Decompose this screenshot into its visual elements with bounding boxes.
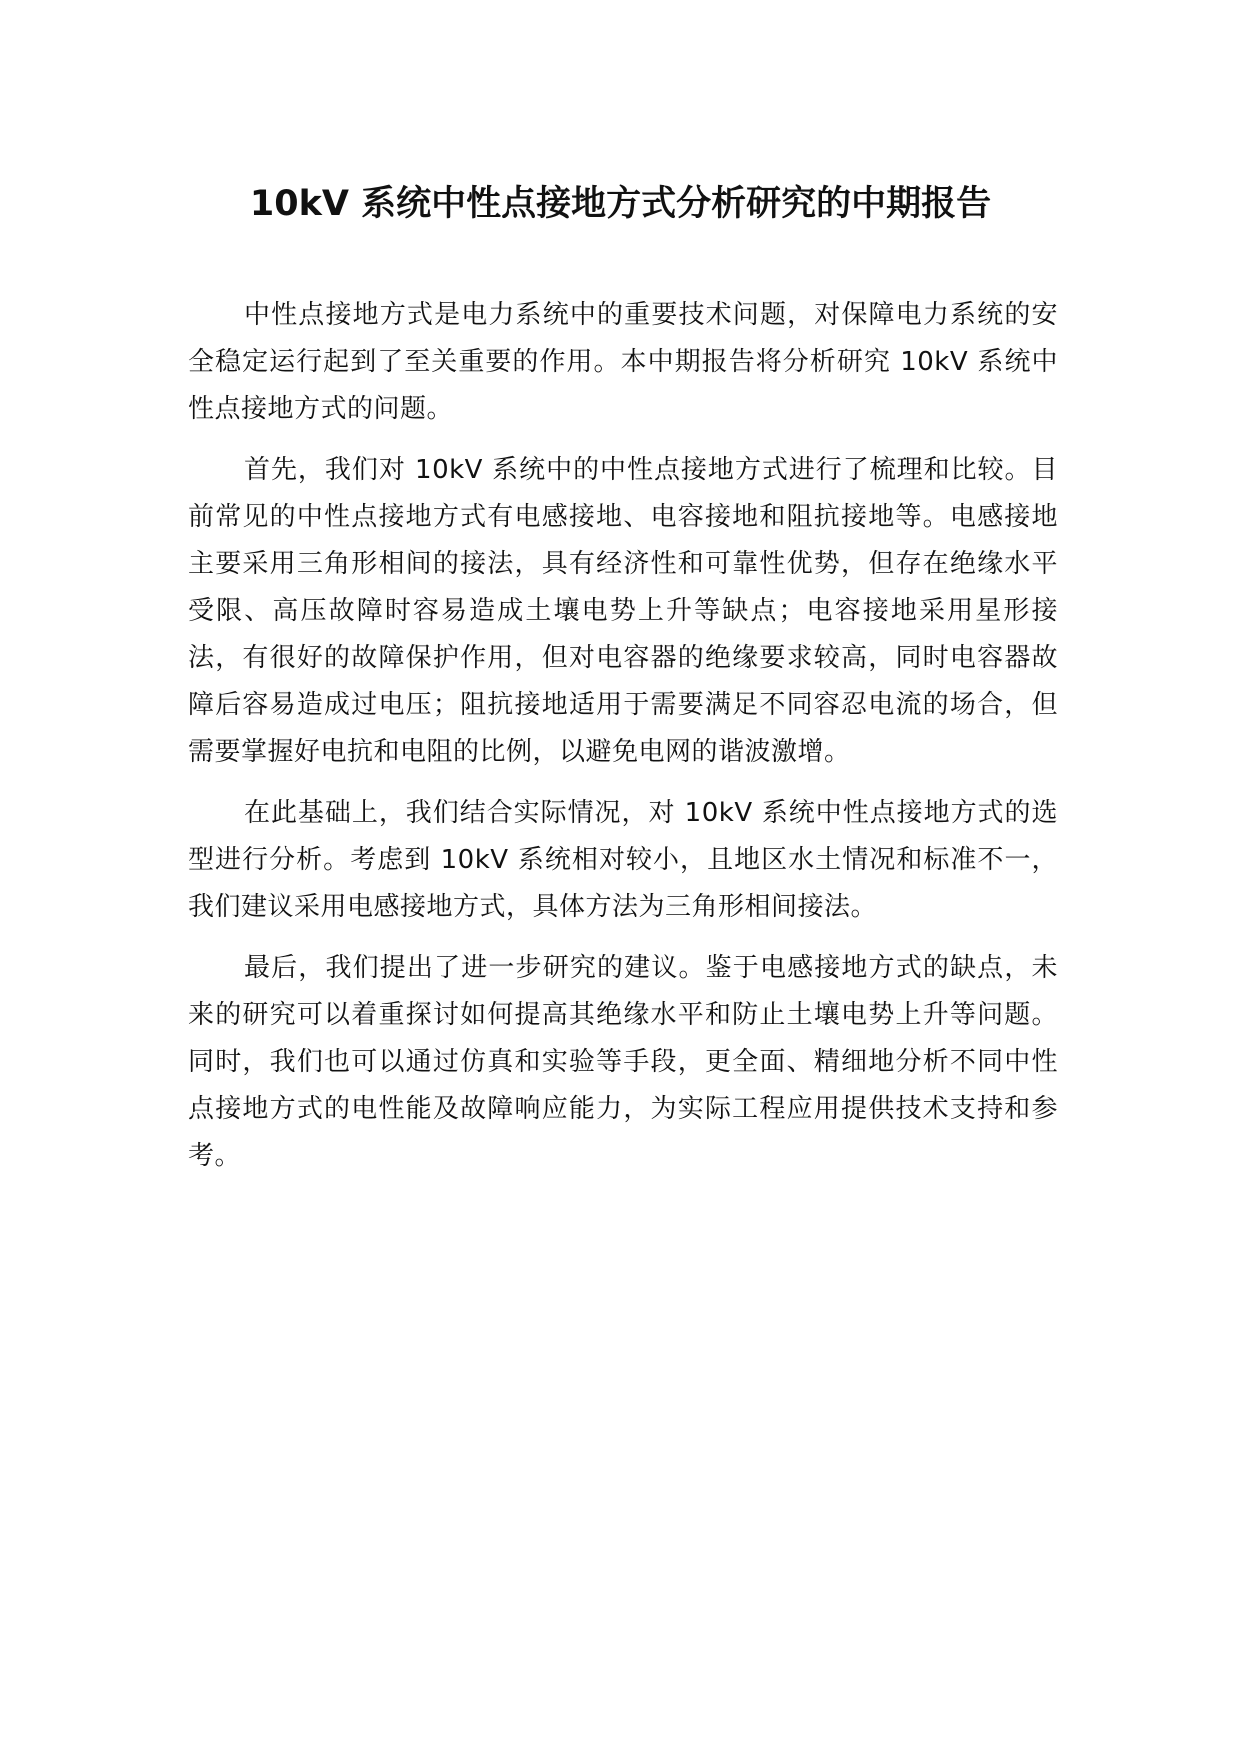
document-body — [188, 292, 1058, 1194]
paragraph-selection: 在此基础上，我们结合实际情况，对 10kV 系统中性点接地方式的选型进行分析。考虑到 10kV 系统相对较小，且地区水土情况和标准不一，我们建议采用电感接地方式，具体方法为三角形相间接法。 — [188, 798, 1058, 922]
paragraph-intro: 中性点接地方式是电力系统中的重要技术问题，对保障电力系统的安全稳定运行起到了至关重要的作用。本中期报告将分析研究 10kV 系统中性点接地方式的问题。 — [188, 300, 1058, 424]
document-title: 10kV 系统中性点接地方式分析研究的中期报告 — [249, 184, 992, 224]
paragraph-comparison: 首先，我们对 10kV 系统中的中性点接地方式进行了梳理和比较。目前常见的中性点接地方式有电感接地、电容接地和阻抗接地等。电感接地主要采用三角形相间的接法，具有经济性和可靠性优势，但存在绝缘水平受限、高压故障时容易造成土壤电势上升等缺点；电容接地采用星形接法，有很好的故障保护作用，但对电容器的绝缘要求较高，同时电容器故障后容易造成过电压；阻抗接地适用于需要满足不同容忍电流的场合，但需要掌握好电抗和电阻的比例，以避免电网的谐波激增。 — [188, 455, 1058, 767]
paragraph-suggestions: 最后，我们提出了进一步研究的建议。鉴于电感接地方式的缺点，未来的研究可以着重探讨如何提高其绝缘水平和防止土壤电势上升等问题。同时，我们也可以通过仿真和实验等手段，更全面、精细地分析不同中性点接地方式的电性能及故障响应能力，为实际工程应用提供技术支持和参考。 — [188, 953, 1058, 1171]
